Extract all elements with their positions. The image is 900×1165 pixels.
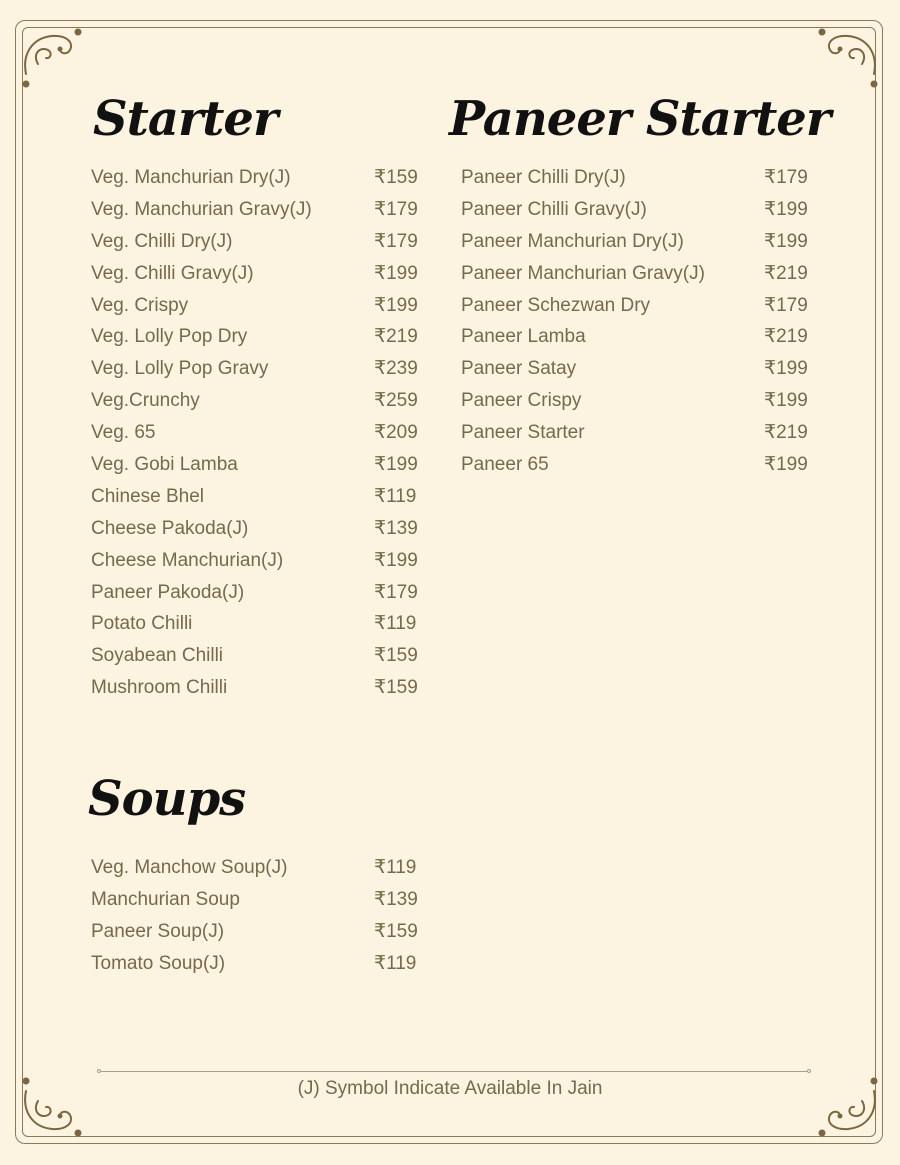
menu-item-name: Veg. Lolly Pop Gravy <box>91 358 269 380</box>
menu-item <box>91 200 421 232</box>
menu-item-name: Paneer Crispy <box>461 390 582 412</box>
menu-item <box>91 858 421 890</box>
menu-item <box>461 200 811 232</box>
footer-divider <box>100 1071 808 1072</box>
menu-item-name: Chinese Bhel <box>91 485 205 507</box>
menu-item <box>91 890 421 922</box>
menu-item-name: Veg. Gobi Lamba <box>91 454 238 476</box>
menu-item-name: Veg. Crispy <box>91 294 189 316</box>
menu-item-price: ₹259 <box>374 390 418 412</box>
menu-item-price: ₹119 <box>374 857 417 878</box>
menu-item <box>91 487 421 519</box>
menu-item <box>91 168 421 200</box>
menu-item-name: Paneer Lamba <box>461 326 586 348</box>
menu-item-price: ₹139 <box>374 517 418 539</box>
menu-item-price: ₹199 <box>374 454 418 476</box>
menu-item-name: Soyabean Chilli <box>91 645 224 667</box>
flourish-top-left-icon <box>18 24 88 94</box>
menu-item <box>91 423 421 455</box>
menu-item-price: ₹159 <box>374 920 418 942</box>
menu-item-name: Paneer Manchurian Gravy(J) <box>461 262 705 284</box>
menu-item <box>461 264 811 296</box>
menu-item-name: Potato Chilli <box>91 613 193 635</box>
menu-list-paneer-starter <box>461 168 811 487</box>
menu-item-name: Veg. Manchurian Gravy(J) <box>91 198 312 220</box>
menu-item-price: ₹199 <box>764 390 808 412</box>
menu-list-soups <box>91 858 421 986</box>
menu-item <box>91 391 421 423</box>
menu-item <box>91 296 421 328</box>
menu-item-name: Veg. 65 <box>91 422 156 444</box>
menu-item-name: Tomato Soup(J) <box>91 952 226 974</box>
menu-item <box>91 519 421 551</box>
menu-item-price: ₹179 <box>374 198 418 220</box>
menu-item-name: Veg. Chilli Gravy(J) <box>91 262 254 284</box>
menu-item <box>461 359 811 391</box>
menu-item-name: Paneer Schezwan Dry <box>461 294 651 316</box>
menu-item-price: ₹239 <box>374 358 418 380</box>
menu-item <box>461 391 811 423</box>
menu-item <box>91 327 421 359</box>
menu-item <box>91 678 421 710</box>
menu-item <box>91 922 421 954</box>
section-title-paneer-starter: Paneer Starter <box>449 91 831 147</box>
menu-item-name: Paneer Pakoda(J) <box>91 581 245 603</box>
menu-item-price: ₹209 <box>374 422 418 444</box>
menu-item-price: ₹179 <box>374 581 418 603</box>
menu-item-price: ₹219 <box>764 422 808 444</box>
menu-item-name: Mushroom Chilli <box>91 677 228 699</box>
menu-item <box>461 423 811 455</box>
menu-item-name: Veg. Lolly Pop Dry <box>91 326 248 348</box>
menu-item-name: Veg. Manchow Soup(J) <box>91 857 288 878</box>
menu-item-name: Paneer Chilli Dry(J) <box>461 167 626 188</box>
menu-item <box>91 232 421 264</box>
menu-item-price: ₹159 <box>374 645 418 667</box>
menu-item-price: ₹199 <box>764 198 808 220</box>
menu-item-name: Paneer Starter <box>461 422 585 444</box>
menu-item-price: ₹219 <box>764 326 808 348</box>
menu-item-price: ₹199 <box>764 358 808 380</box>
menu-item-price: ₹219 <box>764 262 808 284</box>
menu-item <box>91 646 421 678</box>
menu-item <box>91 455 421 487</box>
menu-item-name: Veg. Manchurian Dry(J) <box>91 167 291 188</box>
menu-item <box>91 551 421 583</box>
menu-item-name: Cheese Manchurian(J) <box>91 549 284 571</box>
menu-item-price: ₹199 <box>374 262 418 284</box>
section-title-starter: Starter <box>93 91 278 147</box>
menu-item-name: Paneer Chilli Gravy(J) <box>461 198 647 220</box>
menu-list-starter <box>91 168 421 710</box>
menu-item-name: Paneer Soup(J) <box>91 920 225 942</box>
section-title-soups: Soups <box>88 771 246 827</box>
menu-item-name: Veg.Crunchy <box>91 390 200 412</box>
menu-item <box>91 583 421 615</box>
menu-item-price: ₹119 <box>374 485 417 507</box>
menu-item-price: ₹179 <box>764 167 808 188</box>
menu-item-price: ₹199 <box>374 549 418 571</box>
menu-item-name: Paneer Satay <box>461 358 577 380</box>
menu-item-name: Paneer Manchurian Dry(J) <box>461 230 684 252</box>
menu-item-price: ₹159 <box>374 167 418 188</box>
menu-item <box>461 232 811 264</box>
flourish-top-right-icon <box>812 24 882 94</box>
jain-note: (J) Symbol Indicate Available In Jain <box>297 1078 603 1099</box>
menu-item <box>461 296 811 328</box>
menu-item <box>91 359 421 391</box>
menu-item <box>461 455 811 487</box>
menu-item-price: ₹159 <box>374 677 418 699</box>
menu-item <box>91 954 421 986</box>
menu-item-price: ₹119 <box>374 613 417 635</box>
menu-item <box>91 264 421 296</box>
menu-item <box>461 168 811 200</box>
menu-item-name: Cheese Pakoda(J) <box>91 517 249 539</box>
menu-item-price: ₹199 <box>764 230 808 252</box>
menu-item-price: ₹119 <box>374 952 417 974</box>
menu-item-price: ₹199 <box>764 454 808 476</box>
menu-item-name: Manchurian Soup <box>91 888 240 910</box>
menu-item <box>91 614 421 646</box>
menu-item-price: ₹139 <box>374 888 418 910</box>
menu-item-price: ₹219 <box>374 326 418 348</box>
menu-item-price: ₹179 <box>764 294 808 316</box>
menu-item-price: ₹179 <box>374 230 418 252</box>
menu-item-name: Paneer 65 <box>461 454 549 476</box>
menu-item <box>461 327 811 359</box>
menu-item-name: Veg. Chilli Dry(J) <box>91 230 233 252</box>
menu-item-price: ₹199 <box>374 294 418 316</box>
